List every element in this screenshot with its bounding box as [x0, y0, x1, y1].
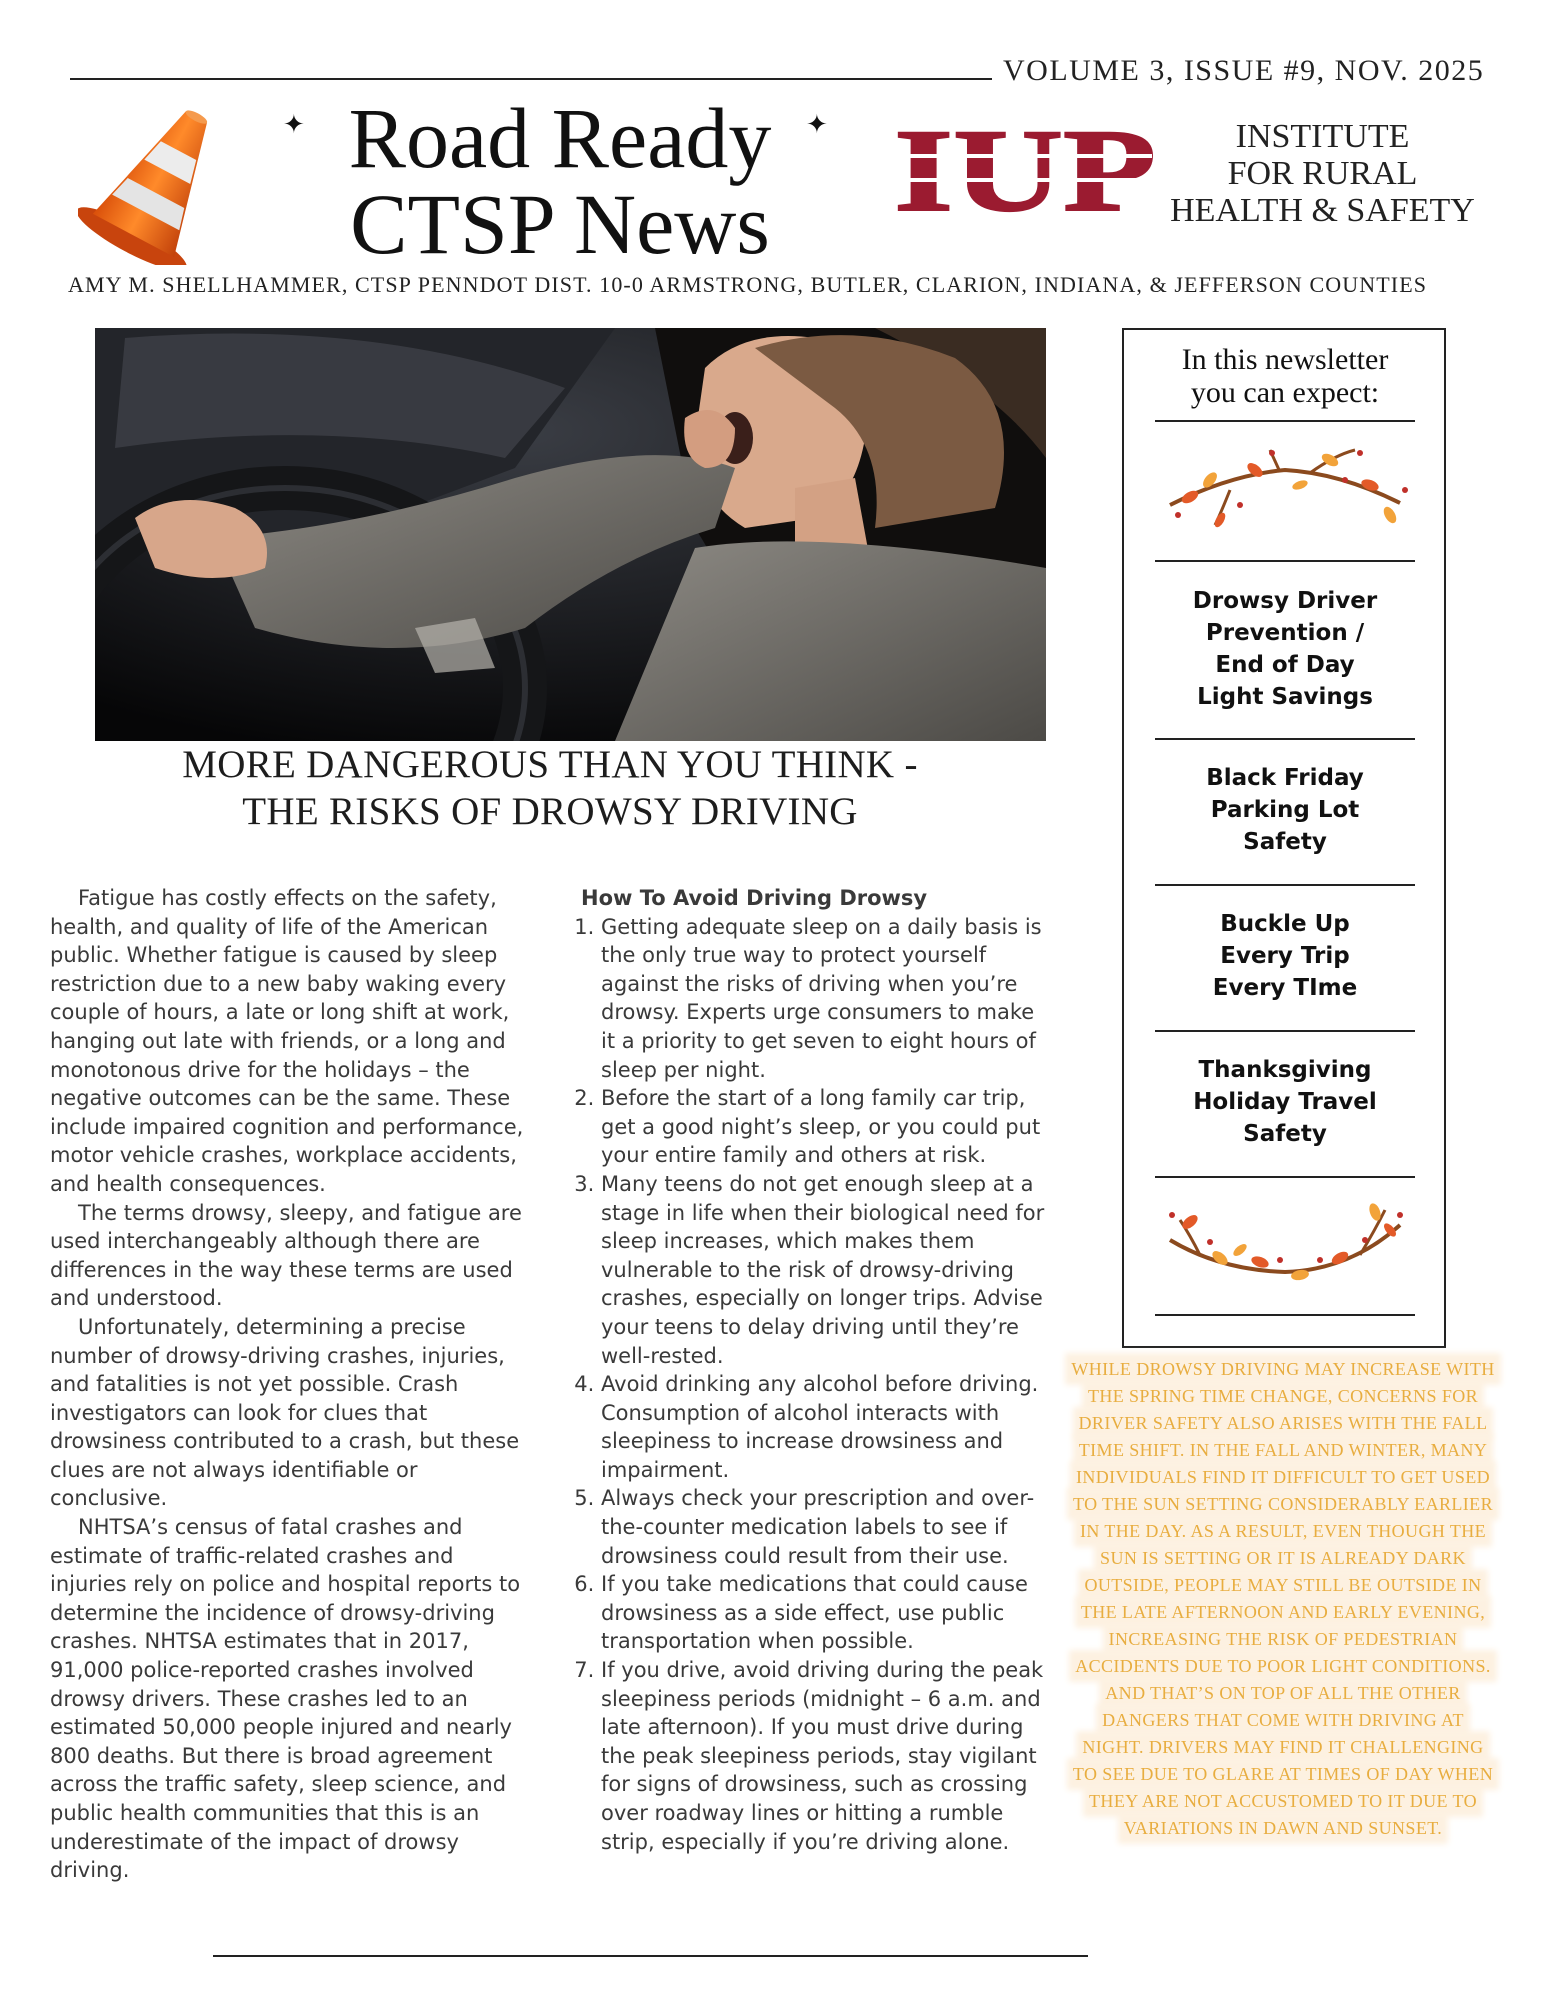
- fall-time-shift-callout: [1070, 1356, 1496, 1842]
- traffic-cone-icon: [78, 95, 238, 265]
- masthead-rule: [70, 78, 992, 80]
- hero-photo-drowsy-driver: [95, 328, 1046, 741]
- tips-heading: How To Avoid Driving Drowsy: [581, 886, 928, 910]
- contents-divider: [1155, 1176, 1415, 1178]
- contents-title: [1160, 343, 1410, 409]
- tip-item: 4. Avoid drinking any alcohol before driving. Consumption of alcohol interacts with sleepiness to increase drowsiness and impairment.: [601, 1370, 1051, 1484]
- contents-divider: [1155, 1314, 1415, 1316]
- svg-text:IUP: IUP: [894, 118, 1156, 218]
- article-paragraph: NHTSA’s census of fatal crashes and estimate of traffic-related crashes and injuries rely on police and hospital reports to determine the incidence of drowsy-driving crashes. NHTSA estimates that in 2017, 91,000 police-reported crashes involved drowsy drivers. These crashes led to an estimated 50,000 people injured and nearly 800 deaths. But there is broad agreement across the traffic safety, sleep science, and public health communities that this is an underestimate of the impact of drowsy driving.: [50, 1515, 521, 1883]
- article-headline: [95, 741, 1005, 835]
- institute-line-3: HEALTH & SAFETY: [1170, 192, 1475, 229]
- tip-item: 5. Always check your prescription and over-the-counter medication labels to see if drowsiness could result from their use.: [601, 1484, 1051, 1570]
- byline: AMY M. SHELLHAMMER, CTSP PENNDOT DIST. 10-0 ARMSTRONG, BUTLER, CLARION, INDIANA, & JEFFERSON COUNTIES: [68, 272, 1428, 297]
- tip-item: 1. Getting adequate sleep on a daily basis is the only true way to protect yourself against the risks of driving when you’re drowsy. Experts urge consumers to make it a priority to get seven to eight hours of sleep per night.: [601, 913, 1051, 1085]
- institute-line-2: FOR RURAL: [1227, 155, 1418, 192]
- sparkle-icon: ✦: [283, 110, 305, 140]
- article-paragraph: Fatigue has costly effects on the safety, health, and quality of life of the American public. Whether fatigue is caused by sleep restriction due to a new baby waking every couple of hours, a late or long shift at work, hanging out late with friends, or a long and monotonous drive for the holidays – the negative outcomes can be the same. These include impaired cognition and performance, motor vehicle crashes, workplace accidents, and health consequences.: [50, 886, 524, 1196]
- autumn-branch-icon: [1160, 1200, 1410, 1285]
- tip-item: 7. If you drive, avoid driving during the peak sleepiness periods (midnight – 6 a.m. and late afternoon). If you must drive during the peak sleepiness periods, stay vigilant for signs of drowsiness, such as crossing over roadway lines or hitting a rumble strip, especially if you’re driving alone.: [601, 1656, 1051, 1856]
- article-body-left: [50, 884, 530, 1885]
- sparkle-icon: ✦: [806, 110, 828, 140]
- tip-item: 3. Many teens do not get enough sleep at a stage in life when their biological need for sleep increases, which makes them vulnerable to the risk of drowsy-driving crashes, especially on longer trips. Advise your teens to delay driving until they’re well-rested.: [601, 1170, 1051, 1370]
- institute-name: [1150, 118, 1495, 229]
- headline-line-1: MORE DANGEROUS THAN YOU THINK -: [182, 743, 918, 786]
- footer-rule: [213, 1955, 1088, 1957]
- title-line-1: Road Ready: [348, 90, 772, 186]
- autumn-branch-icon: [1160, 445, 1410, 530]
- contents-divider: [1155, 560, 1415, 562]
- contents-divider: [1155, 420, 1415, 422]
- callout-text: WHILE DROWSY DRIVING MAY INCREASE WITH THE SPRING TIME CHANGE, CONCERNS FOR DRIVER SAFETY ALSO ARISES WITH THE FALL TIME SHIFT. IN THE FALL AND WINTER, MANY INDIVIDUALS FIND IT DIFFICULT TO GET USED TO THE SUN SETTING CONSIDERABLY EARLIER IN THE DAY. AS A RESULT, EVEN THOUGH THE SUN IS SETTING OR IT IS ALREADY DARK OUTSIDE, PEOPLE MAY STILL BE OUTSIDE IN THE LATE AFTERNOON AND EARLY EVENING, INCREASING THE RISK OF PEDESTRIAN ACCIDENTS DUE TO POOR LIGHT CONDITIONS. AND THAT’S ON TOP OF ALL THE OTHER DANGERS THAT COME WITH DRIVING AT NIGHT. DRIVERS MAY FIND IT CHALLENGING TO SEE DUE TO GLARE AT TIMES OF DAY WHEN THEY ARE NOT ACCUSTOMED TO IT DUE TO VARIATIONS IN DAWN AND SUNSET.: [1071, 1359, 1495, 1838]
- tips-list: [581, 913, 1051, 1857]
- contents-item-drowsy-driver: Drowsy Driver Prevention / End of Day Light Savings: [1192, 588, 1378, 710]
- contents-divider: [1155, 738, 1415, 740]
- article-body-right: [581, 884, 1051, 1856]
- newsletter-title: [270, 90, 850, 272]
- contents-title-line-2: you can expect:: [1190, 376, 1380, 409]
- issue-info: VOLUME 3, ISSUE #9, NOV. 2025: [1003, 54, 1485, 87]
- headline-line-2: THE RISKS OF DROWSY DRIVING: [242, 790, 858, 833]
- contents-item-buckle-up: Buckle Up Every Trip Every TIme: [1212, 911, 1358, 1001]
- title-line-2: CTSP News: [350, 176, 770, 272]
- article-paragraph: Unfortunately, determining a precise number of drowsy-driving crashes, injuries, and fatalities is not yet possible. Crash investigators can look for clues that drowsiness contributed to a crash, but these clues are not always identifiable or conclusive.: [50, 1314, 520, 1511]
- institute-line-1: INSTITUTE: [1235, 118, 1410, 155]
- contents-divider: [1155, 1030, 1415, 1032]
- contents-title-line-1: In this newsletter: [1181, 343, 1389, 376]
- tip-item: 6. If you take medications that could cause drowsiness as a side effect, use public transportation when possible.: [601, 1570, 1051, 1656]
- contents-item-thanksgiving: Thanksgiving Holiday Travel Safety: [1193, 1057, 1377, 1147]
- tip-item: 2. Before the start of a long family car trip, get a good night’s sleep, or you could put your entire family and others at risk.: [601, 1084, 1051, 1170]
- iup-logo: [890, 118, 1160, 218]
- article-paragraph: The terms drowsy, sleepy, and fatigue are used interchangeably although there are differences in the way these terms are used and understood.: [50, 1200, 522, 1311]
- contents-divider: [1155, 884, 1415, 886]
- contents-item-black-friday: Black Friday Parking Lot Safety: [1206, 765, 1364, 855]
